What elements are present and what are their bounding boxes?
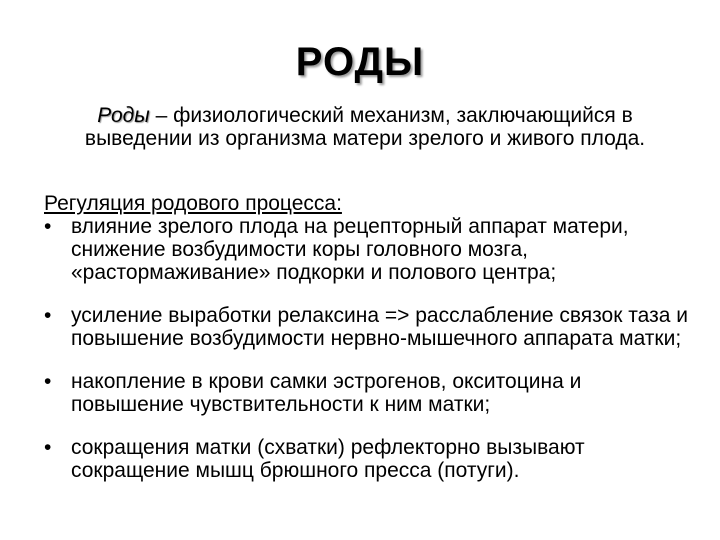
bullet-icon: •	[44, 436, 52, 459]
slide-title: РОДЫ	[295, 40, 425, 84]
bullet-icon: •	[44, 304, 52, 327]
list-item	[44, 304, 694, 350]
list-item	[44, 370, 694, 416]
regulation-list	[44, 215, 694, 482]
list-item-text: усиление выработки релаксина => расслабление связок таза и повышение возбудимости нервно-мышечного аппарата матки;	[71, 304, 688, 350]
list-item	[44, 215, 694, 284]
definition-text: – физиологический механизм, заключающийся в выведении из организма матери зрелого и живого плода.	[84, 104, 646, 150]
list-item	[44, 436, 694, 482]
list-item-text: влияние зрелого плода на рецепторный аппарат матери, снижение возбудимости коры головного мозга, «растормаживание» подкорки и полового центра;	[71, 215, 629, 284]
definition-term: Роды	[97, 104, 150, 127]
list-item-text: накопление в крови самки эстрогенов, окситоцина и повышение чувствительности к ним матки;	[71, 370, 582, 416]
regulation-heading: Регуляция родового процесса:	[44, 192, 342, 215]
bullet-icon: •	[44, 370, 52, 393]
bullet-icon: •	[44, 215, 52, 238]
definition-paragraph	[50, 104, 680, 150]
regulation-section	[44, 192, 694, 482]
list-item-text: сокращения матки (схватки) рефлекторно вызывают сокращение мышц брюшного пресса (потуги).	[71, 436, 585, 482]
